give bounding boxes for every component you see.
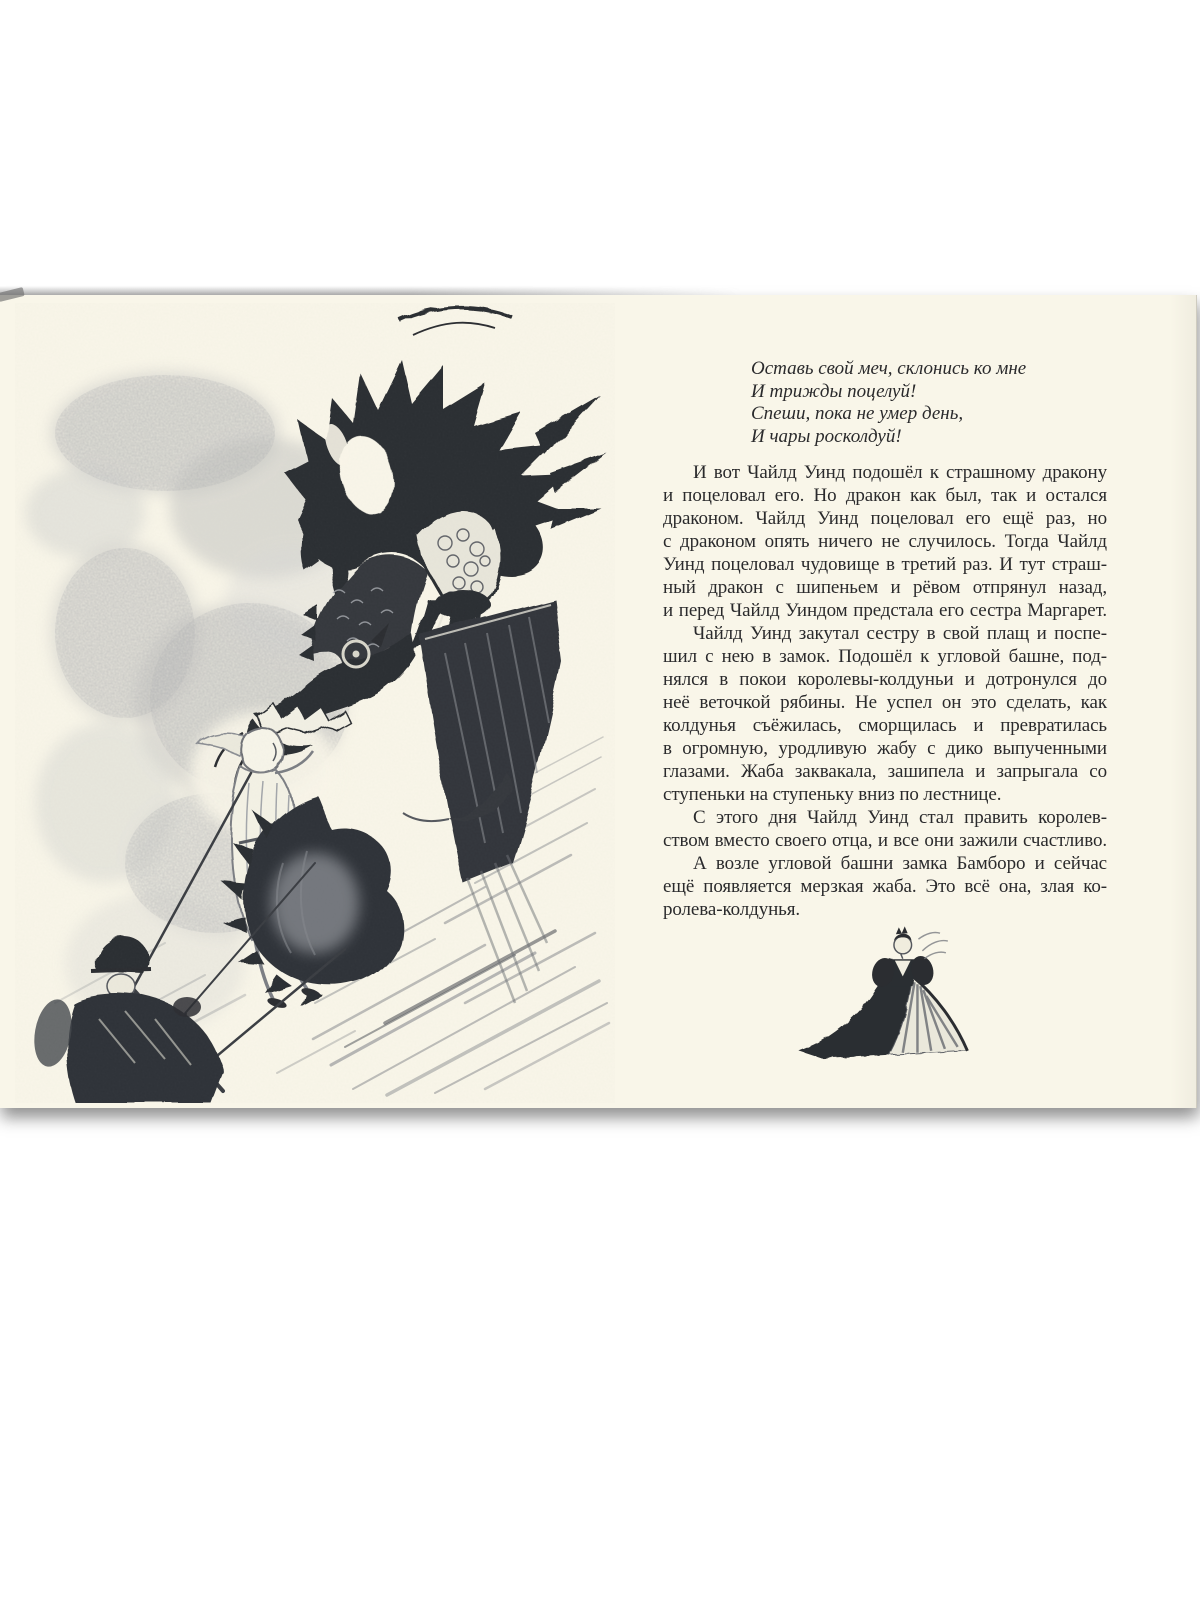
text-line: ством вместо своего отца, и все они зажили счастливо. [663,830,1107,851]
dragon-illustration [15,303,615,1103]
text-line: глазами. Жаба заквакала, зашипела и запрыгала со [663,761,1107,782]
text-line: драконом. Чайлд Уинд поцеловал его ещё раз, но [663,508,1107,529]
text-line: ступеньки на ступеньку вниз по лестнице. [663,784,1002,805]
paragraph [663,806,1107,852]
paragraph [663,461,1107,622]
paper-grain [15,303,615,1103]
queen-figure [799,926,968,1058]
text-line: С этого дня Чайлд Уинд стал править королев- [693,807,1107,828]
text-line: и перед Чайлд Уиндом предстала его сестра Маргарет. [663,600,1107,621]
poem-line: Оставь свой меч, склонись ко мне [751,358,1027,379]
story-text-column [663,358,1107,921]
text-line: и поцеловал его. Но дракон как был, так и остался [663,485,1107,506]
text-line: колдунья съёжилась, сморщилась и превратилась [663,715,1107,736]
text-line: И вот Чайлд Уинд подошёл к страшному дракону [693,462,1107,483]
page-top-shadow [0,286,742,295]
poem-line: Спеши, пока не умер день, [751,403,964,424]
text-line: в огромную, уродливую жабу с дико выпученными [663,738,1107,759]
text-line: ещё появляется мерзкая жаба. Это всё она, злая ко- [663,876,1107,897]
paragraph [663,622,1107,806]
poem-line: И трижды поцелуй! [751,380,917,402]
poem-block [751,358,1107,448]
poem-line: И чары росколдуй! [751,425,902,447]
page-right-edge-shade [1170,295,1196,1108]
text-line: ный дракон с шипеньем и рёвом отпрянул назад, [663,577,1107,598]
book-page [0,295,1197,1108]
text-line: неё веточкой рябины. Не успел он это сделать, как [663,692,1107,713]
text-line: Чайлд Уинд закутал сестру в свой плащ и поспе- [693,623,1107,644]
text-line: нялся в покои королевы-колдуньи и дотронулся до [663,669,1107,690]
queen-witch-illustration [793,925,989,1063]
text-line: Уинд поцеловал чудовище в третий раз. И тут страш- [663,554,1107,575]
text-line: А возле угловой башни замка Бамборо и сейчас [693,853,1107,874]
text-line: ролева-колдунья. [663,899,801,920]
text-line: с драконом опять ничего не случилось. Тогда Чайлд [663,531,1107,552]
text-line: шил с нею в замок. Подошёл к угловой башне, под- [663,646,1107,667]
paragraph [663,852,1107,921]
